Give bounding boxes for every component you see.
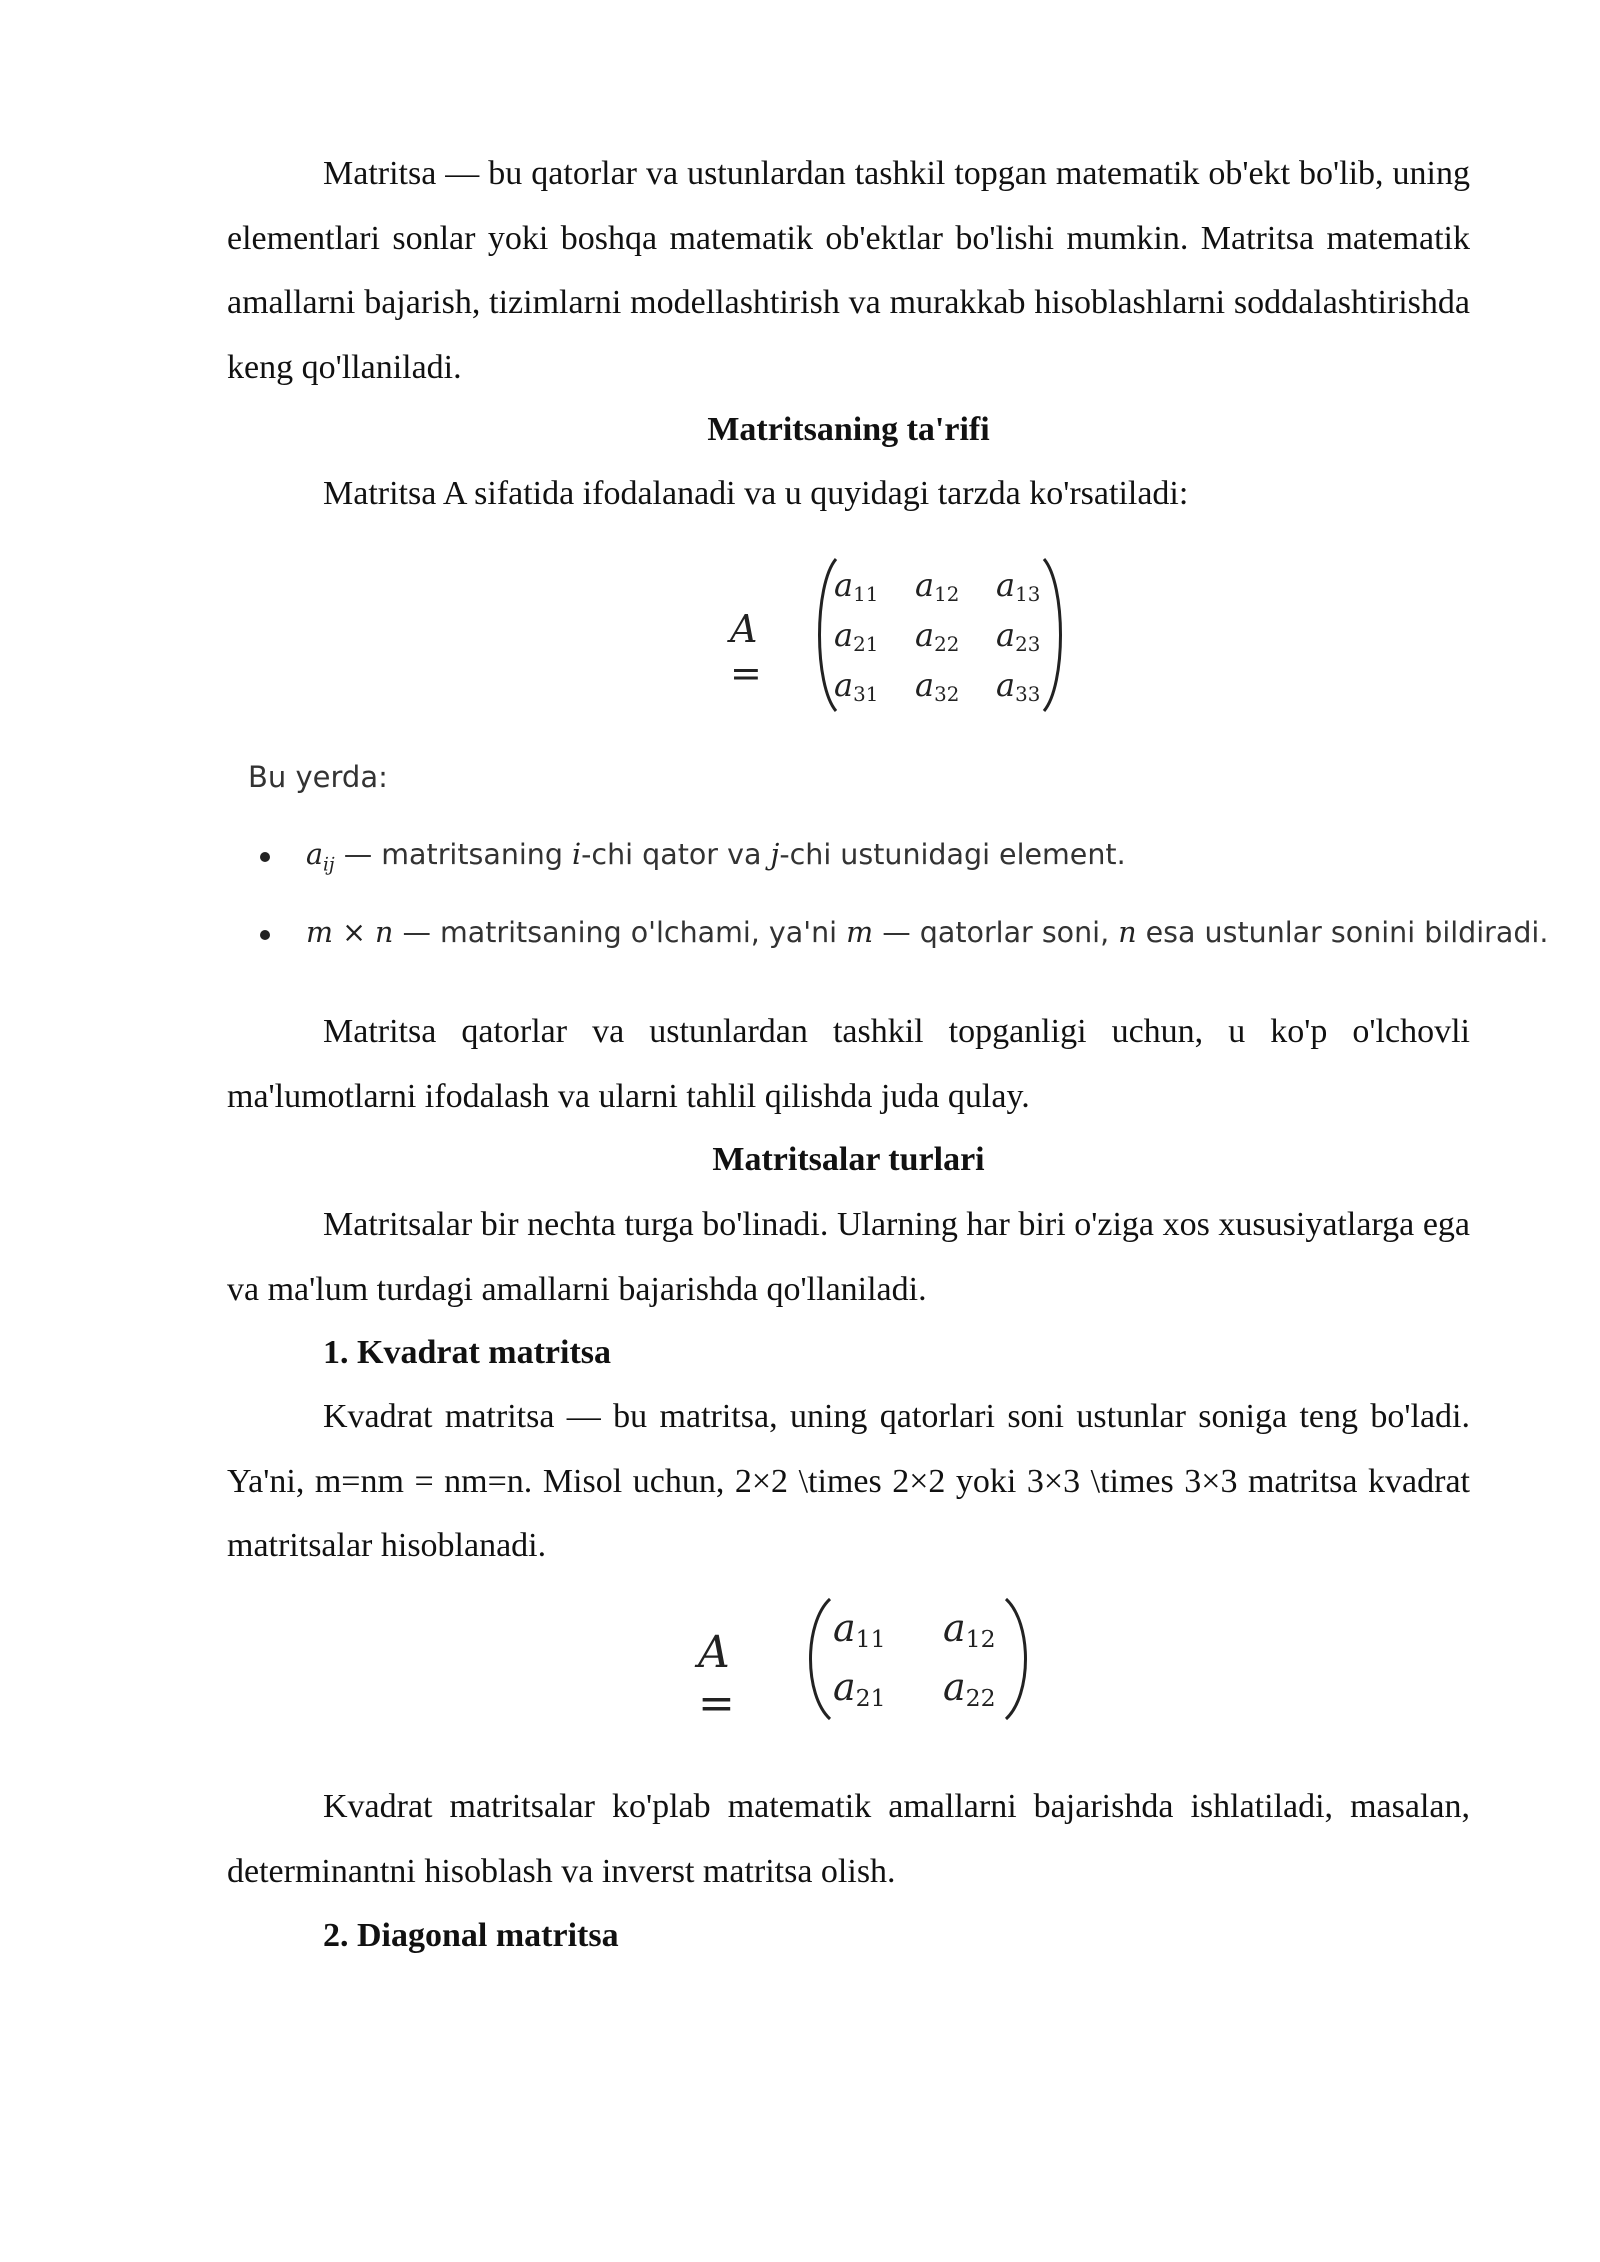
types-paragraph: Matritsalar bir nechta turga bo'linadi. Ularning har biri o'ziga xos xususiyatlarga ega va ma'lum turdagi amallarni bajarishda qo'llaniladi.	[227, 1206, 1470, 1308]
matrix-cell: $a_{22}$	[915, 616, 960, 656]
matrix-2x2-label: A =	[698, 1627, 735, 1729]
aij-symbol: $a_{ij}$	[306, 838, 335, 876]
matrix-cell: $a_{11}$	[833, 1606, 886, 1653]
square-usage-paragraph: Kvadrat matritsalar ko'plab matematik amallarni bajarishda ishlatiladi, masalan, determinantni hisoblash va inverst matritsa olish.	[227, 1788, 1470, 1890]
diagonal-matrix-heading: 2. Diagonal matritsa	[323, 1917, 619, 1954]
definition-heading: Matritsaning ta'rifi	[707, 411, 990, 448]
right-parenthesis-icon	[1040, 555, 1070, 715]
matrix-cell: $a_{21}$	[833, 1665, 886, 1712]
matrix-cell: $a_{12}$	[915, 566, 960, 606]
square-matrix-paragraph: Kvadrat matritsa — bu matritsa, uning qatorlari soni ustunlar soniga teng bo'ladi. Ya'ni, m=nm = nm=n. Misol uchun, 2×2 \times 2×2 yoki 3×3 \times 3×3 matritsa kvadrat matritsalar hisoblanadi.	[227, 1398, 1470, 1564]
matrix-cell: $a_{31}$	[834, 666, 879, 706]
matrix-cell: $a_{32}$	[915, 666, 960, 706]
definition-paragraph: Matritsa A sifatida ifodalanadi va u quyidagi tarzda ko'rsatiladi:	[323, 475, 1189, 512]
notes-intro: Bu yerda:	[248, 760, 388, 794]
matrix-cell: $a_{33}$	[996, 666, 1041, 706]
bullet-icon	[260, 930, 270, 940]
matrix-cell: $a_{22}$	[943, 1665, 996, 1712]
square-matrix-heading: 1. Kvadrat matritsa	[323, 1334, 612, 1371]
matrix-cell: $a_{11}$	[834, 566, 879, 606]
matrix-3x3-label: A =	[730, 607, 762, 695]
document-page: Matritsa — bu qatorlar va ustunlardan tashkil topgan matematik ob'ekt bo'lib, uning elementlari sonlar yoki boshqa matematik ob'ektlar bo'lishi mumkin. Matritsa matematik amallarni bajarish, tizimlarni modellashtirish va murakkab hisoblashlarni soddalashtirishda keng qo'llaniladi. Matritsaning ta'rifi Matritsa A sifatida ifodalanadi va u quyidagi tarzda ko'rsatiladi: A = $a_{11}$ $a_{12}$ $a_{13}$ $a_{21}$ $a_{22}$ $a_{23}$ $a_{31}$ $a_{32}$ $a_{33}$ Bu yerda: $a_{ij}$ — matritsaning i-chi qator va j-chi ustunidagi element. m × n — matritsaning o'lchami, ya'ni m — qatorlar soni, n esa ustunlar sonini bildiradi. Matritsa qatorlar va ustunlardan tashkil topganligi uchun, u ko'p o'lchovli ma'lumotlarni ifodalash va ularni tahlil qilishda juda qulay. Matritsalar turlari Matritsalar bir nechta turga bo'linadi. Ularning har biri o'ziga xos xususiyatlarga ega va ma'lum turdagi amallarni bajarishda qo'llaniladi. 1. Kvadrat matritsa Kvadrat matritsa — bu matritsa, uning qatorlari soni ustunlar soniga teng bo'ladi. Ya'ni, m=nm = nm=n. Misol uchun, 2×2 \times 2×2 yoki 3×3 \times 3×3 matritsa kvadrat matritsalar hisoblanadi. A = $a_{11}$ $a_{12}$ $a_{21}$ $a_{22}$ Kvadrat matritsalar ko'plab matematik amallarni bajarishda ishlatiladi, masalan, determinantni hisoblash va inverst matritsa olish. 2. Diagonal matritsa	[0, 0, 1600, 2262]
explanation-paragraph: Matritsa qatorlar va ustunlardan tashkil topganligi uchun, u ko'p o'lchovli ma'lumotlarni ifodalash va ularni tahlil qilishda juda qulay.	[227, 1013, 1470, 1115]
matrix-cell: $a_{21}$	[834, 616, 879, 656]
matrix-cell: $a_{13}$	[996, 566, 1041, 606]
intro-paragraph: Matritsa — bu qatorlar va ustunlardan tashkil topgan matematik ob'ekt bo'lib, uning elementlari sonlar yoki boshqa matematik ob'ektlar bo'lishi mumkin. Matritsa matematik amallarni bajarish, tizimlarni modellashtirish va murakkab hisoblashlarni soddalashtirishda keng qo'llaniladi.	[227, 155, 1470, 386]
bullet-icon	[260, 852, 270, 862]
left-parenthesis-icon	[800, 1595, 834, 1723]
types-heading: Matritsalar turlari	[712, 1141, 985, 1178]
right-parenthesis-icon	[1002, 1595, 1036, 1723]
matrix-cell: $a_{23}$	[996, 616, 1041, 656]
matrix-cell: $a_{12}$	[943, 1606, 996, 1653]
